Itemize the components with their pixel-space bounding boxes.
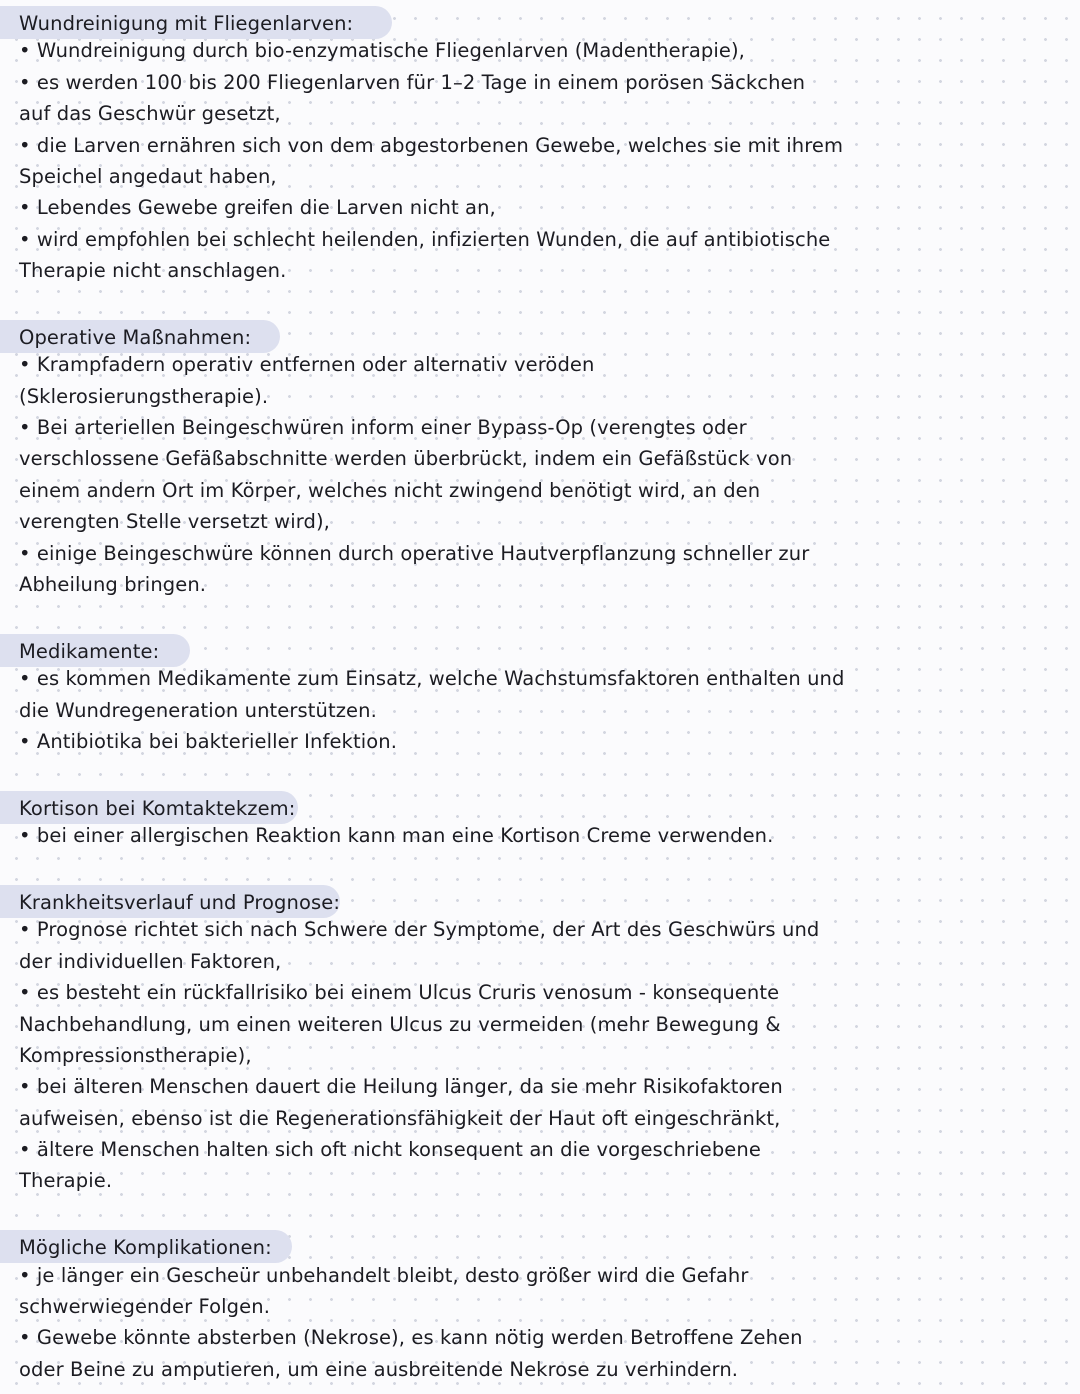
section-medikamente <box>0 632 1080 758</box>
text-line: • je länger ein Gescheür unbehandelt bleibt, desto größer wird die Gefahr <box>19 1263 749 1287</box>
text-line: • Gewebe könnte absterben (Nekrose), es kann nötig werden Betroffene Zehen <box>19 1326 803 1350</box>
text-line: Speichel angedaut haben, <box>19 164 277 188</box>
section-heading-wrap <box>0 789 1080 820</box>
section-heading: Operative Maßnahmen: <box>19 325 252 349</box>
text-line: Therapie. <box>19 1169 113 1193</box>
text-line: • bei einer allergischen Reaktion kann man eine Kortison Creme verwenden. <box>19 824 774 848</box>
text-line: • Wundreinigung durch bio-enzymatische Fliegenlarven (Madentherapie), <box>19 39 745 63</box>
section-lines <box>0 35 1080 286</box>
section-heading-wrap <box>0 1228 1080 1259</box>
text-line: • wird empfohlen bei schlecht heilenden, infizierten Wunden, die auf antibiotische <box>19 227 831 251</box>
section-gap <box>0 1197 1080 1228</box>
section-heading: Kortison bei Komtaktekzem: <box>19 796 296 820</box>
section-gap <box>0 757 1080 788</box>
text-line: verschlossene Gefäßabschnitte werden überbrückt, indem ein Gefäßstück von <box>19 447 793 471</box>
text-line: schwerwiegender Folgen. <box>19 1295 270 1319</box>
section-heading: Mögliche Komplikationen: <box>19 1236 272 1260</box>
text-line: der individuellen Faktoren, <box>19 949 282 973</box>
text-line: • Bei arteriellen Beingeschwüren inform einer Bypass-Op (verengtes oder <box>19 416 747 440</box>
text-line: (Sklerosierungstherapie). <box>19 384 269 408</box>
section-gap <box>0 852 1080 883</box>
section-heading: Wundreinigung mit Fliegenlarven: <box>19 12 354 35</box>
section-lines <box>0 349 1080 600</box>
section-krankheitsverlauf <box>0 883 1080 1197</box>
section-gap <box>0 600 1080 631</box>
section-operative-massnahmen <box>0 318 1080 601</box>
text-line: • Lebendes Gewebe greifen die Larven nicht an, <box>19 196 496 220</box>
section-heading-wrap <box>0 632 1080 663</box>
section-lines <box>0 663 1080 757</box>
text-line: • es besteht ein rückfallrisiko bei einem Ulcus Cruris venosum - konsequente <box>19 981 780 1005</box>
section-komplikationen <box>0 1228 1080 1385</box>
section-gap <box>0 287 1080 318</box>
section-heading-wrap <box>0 4 1080 35</box>
text-line: • einige Beingeschwüre können durch operative Hautverpflanzung schneller zur <box>19 541 810 565</box>
text-line: Therapie nicht anschlagen. <box>19 259 287 283</box>
section-wundreinigung <box>0 4 1080 287</box>
section-lines <box>0 1260 1080 1386</box>
text-line: oder Beine zu amputieren, um eine ausbreitende Nekrose zu verhindern. <box>19 1357 739 1381</box>
text-line: • ältere Menschen halten sich oft nicht konsequent an die vorgeschriebene <box>19 1138 761 1162</box>
section-heading-wrap <box>0 318 1080 349</box>
section-heading: Krankheitsverlauf und Prognose: <box>19 890 341 914</box>
section-heading-wrap <box>0 883 1080 914</box>
text-line: Abheilung bringen. <box>19 573 207 597</box>
text-line: • Krampfadern operativ entfernen oder alternativ veröden <box>19 353 595 377</box>
text-line: • es werden 100 bis 200 Fliegenlarven für 1–2 Tage in einem porösen Säckchen <box>19 70 806 94</box>
text-line: Kompressionstherapie), <box>19 1043 252 1067</box>
text-line: auf das Geschwür gesetzt, <box>19 102 281 126</box>
section-kortison <box>0 789 1080 852</box>
section-lines <box>0 820 1080 851</box>
text-line: verengten Stelle versetzt wird), <box>19 510 330 534</box>
text-line: • Antibiotika bei bakterieller Infektion. <box>19 729 397 753</box>
text-line: die Wundregeneration unterstützen. <box>19 698 377 722</box>
text-line: einem andern Ort im Körper, welches nicht zwingend benötigt wird, an den <box>19 478 761 502</box>
text-line: Nachbehandlung, um einen weiteren Ulcus zu vermeiden (mehr Bewegung & <box>19 1012 781 1036</box>
text-line: aufweisen, ebenso ist die Regenerationsfähigkeit der Haut oft eingeschränkt, <box>19 1106 781 1130</box>
text-line: • die Larven ernähren sich von dem abgestorbenen Gewebe, welches sie mit ihrem <box>19 133 844 157</box>
section-heading: Medikamente: <box>19 639 160 663</box>
text-line: • Prognose richtet sich nach Schwere der Symptome, der Art des Geschwürs und <box>19 918 820 942</box>
section-lines <box>0 914 1080 1197</box>
text-line: • bei älteren Menschen dauert die Heilung länger, da sie mehr Risikofaktoren <box>19 1075 783 1099</box>
text-line: • es kommen Medikamente zum Einsatz, welche Wachstumsfaktoren enthalten und <box>19 667 845 691</box>
